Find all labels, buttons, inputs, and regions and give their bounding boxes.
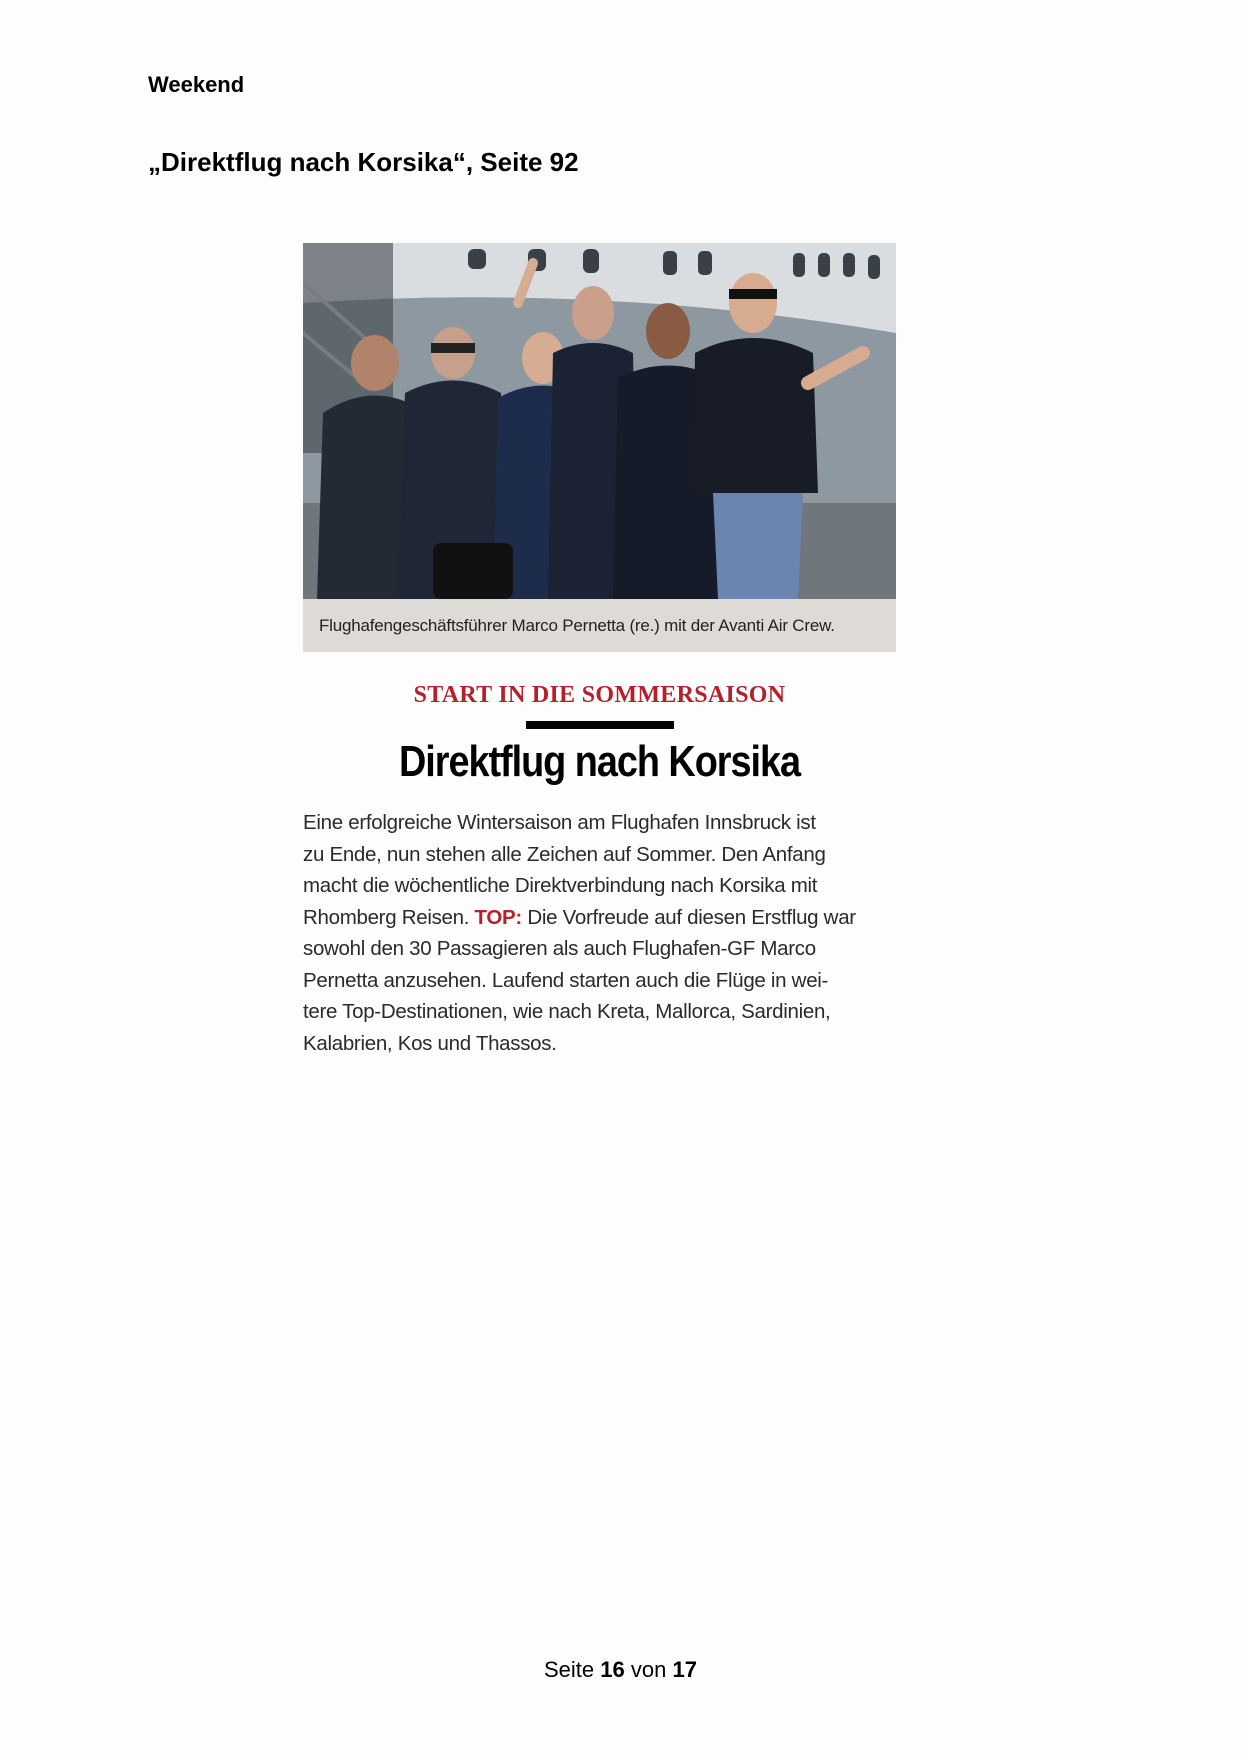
- article-headline: Direktflug nach Korsika: [398, 737, 801, 786]
- headline-divider: [526, 721, 674, 729]
- crew-photo-illustration: [303, 243, 896, 599]
- body-line-part: Rhomberg Reisen.: [303, 905, 470, 929]
- total-page-count: 17: [672, 1657, 697, 1682]
- top-label: TOP:: [474, 905, 522, 929]
- body-line: sowohl den 30 Passagieren als auch Flughafen-GF Marco: [303, 937, 816, 960]
- body-line: tere Top-Destinationen, wie nach Kreta, Mallorca, Sardinien,: [303, 1000, 831, 1023]
- body-line-part: Die Vorfreude auf diesen Erstflug war: [527, 905, 856, 929]
- body-line: Eine erfolgreiche Wintersaison am Flughafen Innsbruck ist: [303, 811, 816, 834]
- page-footer: [0, 1657, 1241, 1683]
- document-title: „Direktflug nach Korsika“, Seite 92: [148, 147, 579, 177]
- body-line-with-top: [303, 902, 896, 934]
- body-line: Pernetta anzusehen. Laufend starten auch die Flüge in wei-: [303, 968, 829, 992]
- current-page-number: 16: [600, 1657, 625, 1682]
- article-body: [303, 807, 896, 1059]
- footer-middle: von: [630, 1657, 667, 1682]
- crew-photo: [303, 243, 896, 599]
- publication-name: Weekend: [148, 72, 245, 97]
- footer-prefix: Seite: [544, 1657, 595, 1682]
- body-line: macht die wöchentliche Direktverbindung nach Korsika mit: [303, 874, 818, 897]
- caption-box: [303, 599, 896, 652]
- photo-caption: Flughafengeschäftsführer Marco Pernetta (re.) mit der Avanti Air Crew.: [319, 615, 835, 635]
- body-line: Kalabrien, Kos und Thassos.: [303, 1031, 557, 1055]
- article-kicker: START IN DIE SOMMERSAISON: [413, 682, 786, 708]
- press-clipping: [303, 243, 896, 1059]
- body-line: zu Ende, nun stehen alle Zeichen auf Sommer. Den Anfang: [303, 842, 826, 866]
